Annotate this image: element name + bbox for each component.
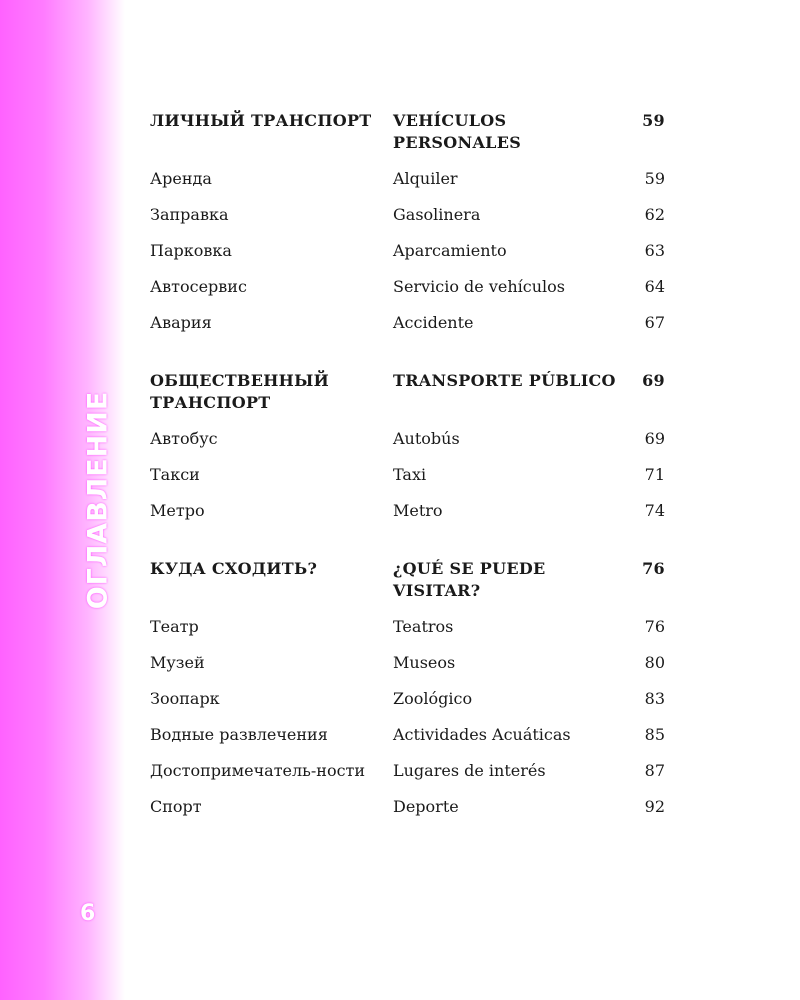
entry-spanish: Lugares de interés [393, 761, 546, 780]
heading-page: 76 [642, 559, 665, 578]
entry-page: 59 [644, 169, 665, 188]
entry-spanish: Taxi [393, 465, 427, 484]
entry-spanish: Museos [393, 653, 456, 672]
toc-entry [150, 616, 690, 638]
entry-russian: Автобус [150, 429, 218, 448]
heading-russian: КУДА СХОДИТЬ? [150, 559, 318, 578]
entry-spanish: Autobús [393, 429, 460, 448]
entry-spanish: Aparcamiento [393, 241, 507, 260]
entry-russian: Метро [150, 501, 205, 520]
entry-spanish: Deporte [393, 797, 459, 816]
toc-section-where-to-go [150, 558, 690, 818]
entry-russian: Аренда [150, 169, 212, 188]
table-of-contents [150, 110, 690, 832]
entry-page: 67 [644, 313, 665, 332]
toc-entry [150, 204, 690, 226]
entry-russian: Автосервис [150, 277, 247, 296]
toc-entry [150, 652, 690, 674]
entry-page: 92 [644, 797, 665, 816]
toc-section-heading [150, 370, 690, 414]
entry-russian: Музей [150, 653, 205, 672]
toc-entry [150, 760, 690, 782]
heading-spanish: ¿QUÉ SE PUEDE VISITAR? [393, 559, 546, 600]
heading-russian: ОБЩЕСТВЕННЫЙ ТРАНСПОРТ [150, 371, 330, 412]
heading-spanish: TRANSPORTE PÚBLICO [393, 371, 616, 390]
entry-spanish: Teatros [393, 617, 454, 636]
entry-spanish: Metro [393, 501, 443, 520]
entry-page: 74 [644, 501, 665, 520]
toc-entry [150, 724, 690, 746]
heading-page: 59 [642, 111, 665, 130]
entry-page: 76 [644, 617, 665, 636]
entry-page: 83 [644, 689, 665, 708]
entry-spanish: Alquiler [393, 169, 458, 188]
heading-russian: ЛИЧНЫЙ ТРАНСПОРТ [150, 111, 372, 130]
heading-spanish: VEHÍCULOS PERSONALES [393, 111, 522, 152]
toc-entry [150, 796, 690, 818]
entry-russian: Такси [150, 465, 200, 484]
entry-spanish: Accidente [393, 313, 474, 332]
entry-russian: Достопримечатель-ности [150, 761, 366, 780]
toc-entry [150, 500, 690, 522]
toc-entry [150, 240, 690, 262]
entry-page: 62 [644, 205, 665, 224]
toc-entry [150, 428, 690, 450]
entry-page: 87 [644, 761, 665, 780]
toc-section-personal-transport [150, 110, 690, 334]
toc-entry [150, 464, 690, 486]
entry-russian: Зоопарк [150, 689, 220, 708]
toc-entry [150, 168, 690, 190]
toc-section-public-transport [150, 370, 690, 522]
entry-russian: Парковка [150, 241, 232, 260]
entry-spanish: Servicio de vehículos [393, 277, 565, 296]
entry-russian: Водные развлечения [150, 725, 328, 744]
toc-entry [150, 312, 690, 334]
page-number: 6 [80, 901, 96, 926]
entry-russian: Спорт [150, 797, 202, 816]
entry-spanish: Gasolinera [393, 205, 481, 224]
toc-entry [150, 276, 690, 298]
entry-page: 80 [644, 653, 665, 672]
section-title-vertical: ОГЛАВЛЕНИЕ [82, 390, 114, 610]
entry-russian: Театр [150, 617, 199, 636]
toc-entry [150, 688, 690, 710]
entry-spanish: Actividades Acuáticas [393, 725, 571, 744]
toc-section-heading [150, 558, 690, 602]
heading-page: 69 [642, 371, 665, 390]
entry-page: 71 [644, 465, 665, 484]
entry-page: 69 [644, 429, 665, 448]
entry-page: 64 [644, 277, 665, 296]
entry-russian: Авария [150, 313, 212, 332]
entry-page: 63 [644, 241, 665, 260]
entry-spanish: Zoológico [393, 689, 473, 708]
entry-page: 85 [644, 725, 665, 744]
entry-russian: Заправка [150, 205, 229, 224]
toc-section-heading [150, 110, 690, 154]
